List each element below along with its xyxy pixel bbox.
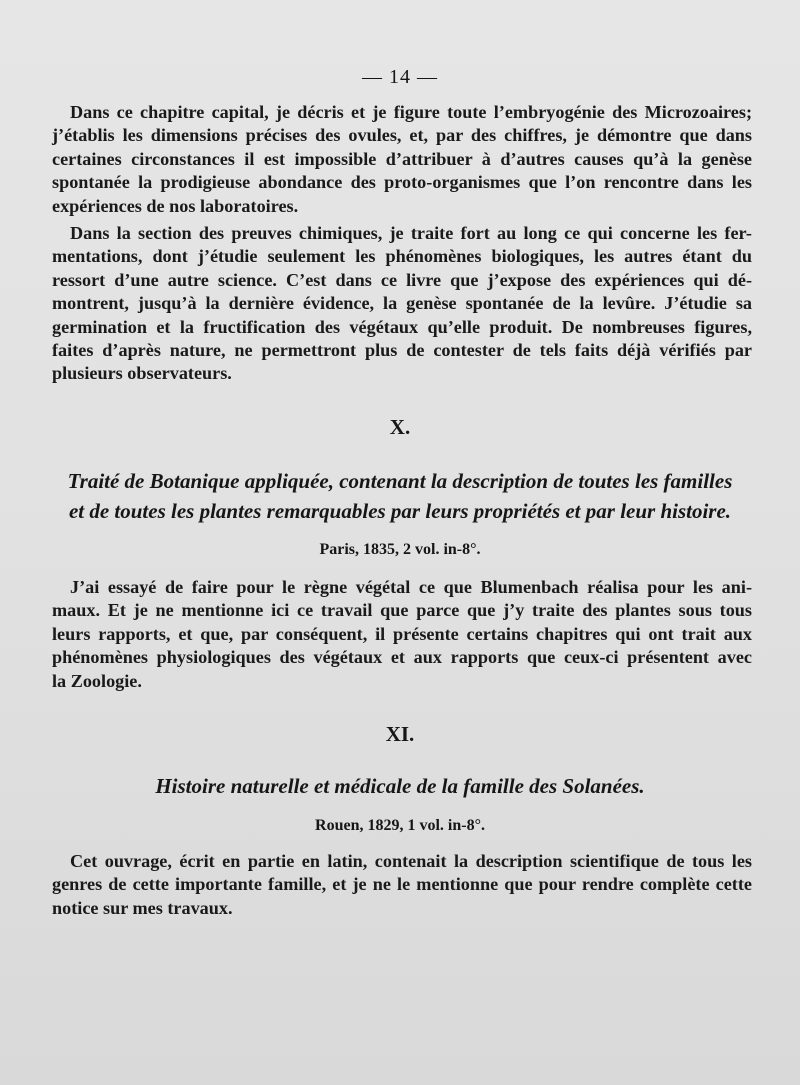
text-line: Dans ce chapitre capital, je décris et je figure toute l’embryogénie des Microzoaires;	[70, 102, 752, 122]
text-line: germination et la fructification des végétaux qu’elle produit. De nombreuses figures,	[52, 316, 752, 337]
text-line: la Zoologie.	[52, 670, 142, 691]
text-line: leurs rapports, et que, par conséquent, il présente certains chapitres qui ont trait aux	[52, 623, 752, 644]
text-line: faites d’après nature, ne permettront plus de contester de tels faits déjà vérifiés par	[52, 340, 752, 361]
text-line: certaines circonstances il est impossible d’attribuer à d’autres causes qu’à la genèse	[52, 148, 752, 169]
intro-paragraph	[52, 101, 752, 218]
section-xi-title: Histoire naturelle et médicale de la famille des Solanées.	[155, 774, 645, 798]
text-line: notice sur mes travaux.	[52, 897, 233, 918]
text-line: montrent, jusqu’à la dernière évidence, la genèse spontanée de la levûre. J’étudie sa	[52, 293, 752, 314]
text-line: phénomènes physiologiques des végétaux et aux rapports que ceux-ci présentent avec	[52, 647, 752, 668]
section-x-paragraph	[52, 576, 752, 693]
section-x-title-line: et de toutes les plantes remarquables par leurs propriétés et par leur histoire.	[68, 499, 732, 523]
text-line: spontanée la prodigieuse abondance des proto-organismes que l’on rencontre dans les	[52, 172, 752, 193]
text-line: Dans la section des preuves chimiques, je traite fort au long ce qui concerne les fer-	[70, 223, 752, 243]
text-line: J’ai essayé de faire pour le règne végétal ce que Blumenbach réalisa pour les ani-	[70, 577, 752, 597]
text-line: plusieurs observateurs.	[52, 363, 232, 384]
chemistry-paragraph	[52, 222, 752, 386]
text-line: maux. Et je ne mentionne ici ce travail que parce que j’y traite des plantes sous tous	[52, 600, 752, 621]
text-line: expériences de nos laboratoires.	[52, 195, 299, 216]
text-line: j’établis les dimensions précises des ovules, et, par des chiffres, je démontre que dans	[52, 125, 752, 146]
section-xi-imprint: Rouen, 1829, 1 vol. in-8°.	[315, 817, 485, 834]
text-line: ressort d’une autre science. C’est dans ce livre que j’expose des expériences qui dé-	[52, 269, 752, 290]
section-number-x: X.	[389, 415, 411, 439]
section-x-imprint: Paris, 1835, 2 vol. in-8°.	[319, 541, 481, 558]
page-number: — 14 —	[362, 66, 438, 88]
section-xi-paragraph	[52, 850, 752, 920]
section-x-title	[40, 466, 760, 526]
text-line: mentations, dont j’étudie seulement les phénomènes biologiques, les autres étant du	[52, 246, 752, 267]
text-line: genres de cette importante famille, et je ne le mentionne que pour rendre complète cette	[52, 874, 752, 895]
text-line: Cet ouvrage, écrit en partie en latin, contenait la description scientifique de tous les	[70, 851, 752, 871]
section-x-title-line: Traité de Botanique appliquée, contenant la description de toutes les familles	[67, 469, 733, 493]
section-number-xi: XI.	[385, 722, 415, 746]
